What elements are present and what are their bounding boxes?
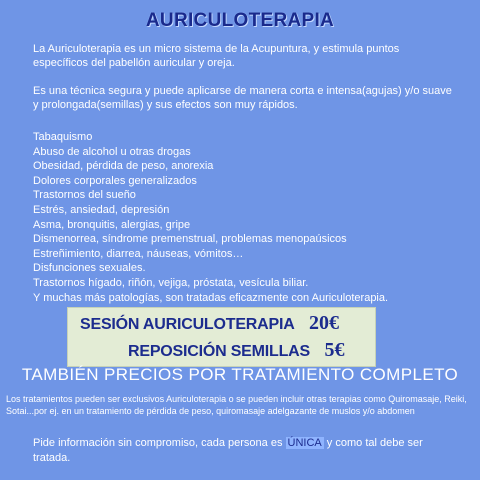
footer-note (33, 436, 453, 466)
footer-text-before: Pide información sin compromiso, cada persona es (33, 437, 286, 449)
session-price: 20€ (309, 312, 340, 334)
condition-item: Obesidad, pérdida de peso, anorexia (33, 160, 214, 173)
condition-item: Tabaquismo (33, 131, 93, 143)
refill-price-row (128, 339, 344, 362)
price-box (67, 307, 376, 367)
intro-paragraph: La Auriculoterapia es un micro sistema de la Acupuntura, y estimula puntos específicos del pabellón auricular y oreja. (33, 43, 400, 69)
condition-item: Disfunciones sexuales. (33, 262, 146, 275)
conditions-list (33, 130, 453, 305)
condition-item: Y muchas más patologías, son tratadas eficazmente con Auriculoterapia. (33, 291, 389, 304)
footer-text-after: y como tal debe ser tratada. (33, 437, 423, 464)
condition-item: Dismenorrea, síndrome premenstrual, problemas menopaúsicos (33, 233, 347, 246)
condition-item: Trastornos hígado, riñón, vejiga, próstata, vesícula biliar. (33, 276, 309, 289)
session-price-row (80, 312, 339, 335)
session-label: SESIÓN AURICULOTERAPIA (80, 316, 295, 333)
condition-item: Abuso de alcohol u otras drogas (33, 145, 191, 158)
page-title: AURICULOTERAPIA (145, 10, 335, 31)
technique-paragraph: Es una técnica segura y puede aplicarse de manera corta e intensa(agujas) y/o suave y prolongada(semillas) y sus efectos son muy rápidos. (33, 85, 452, 111)
condition-item: Estreñimiento, diarrea, náuseas, vómitos… (33, 247, 244, 260)
refill-price: 5€ (324, 339, 345, 361)
footer-highlight: ÚNICA (287, 437, 322, 449)
condition-item: Asma, bronquitis, alergias, gripe (33, 218, 191, 231)
condition-item: Estrés, ansiedad, depresión (33, 203, 170, 216)
treatments-note: Los tratamientos pueden ser exclusivos Auriculoterapia o se pueden incluir otras terapias como Quiromasaje, Reiki, Sotai...por ej. en un tratamiento de pérdida de peso, quiromasaje adelgazante de muslos y/o abdomen (6, 394, 467, 416)
refill-label: REPOSICIÓN SEMILLAS (128, 343, 310, 360)
condition-item: Trastornos del sueño (33, 189, 136, 202)
condition-item: Dolores corporales generalizados (33, 174, 197, 187)
complete-treatment-banner: TAMBIÉN PRECIOS POR TRATAMIENTO COMPLETO (21, 365, 459, 384)
